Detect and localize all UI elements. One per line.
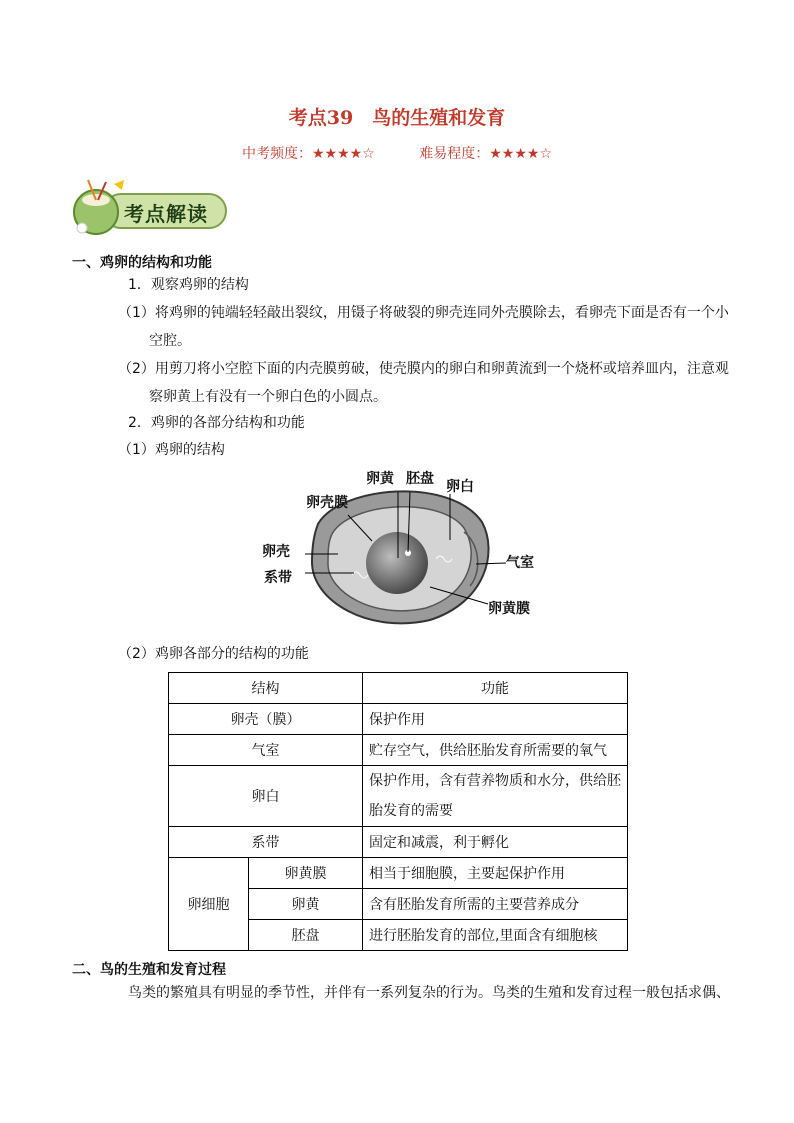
paragraph-step1-cont: 空腔。 <box>149 333 191 349</box>
label-chalaza: 系带 <box>264 570 292 586</box>
label-germinal-disc: 胚盘 <box>406 471 434 487</box>
label-yolk-membrane: 卵黄膜 <box>488 601 530 617</box>
table-row <box>169 735 628 766</box>
header-function: 功能 <box>363 673 628 704</box>
label-yolk: 卵黄 <box>366 471 394 487</box>
cell-structure: 卵壳（膜） <box>169 704 363 735</box>
label-shell-membrane: 卵壳膜 <box>306 495 348 511</box>
difficulty-line <box>0 143 794 163</box>
cell-function <box>363 766 628 827</box>
cell-function: 保护作用 <box>363 704 628 735</box>
page-title: 考点39 鸟的生殖和发育 <box>288 107 506 129</box>
subheading-structure: （1）鸡卵的结构 <box>118 442 225 458</box>
table-header-row <box>169 673 628 704</box>
paragraph-step2-cont: 察卵黄上有没有一个卵白色的小圆点。 <box>149 389 387 405</box>
freq-stars: ★★★★☆ <box>311 146 375 162</box>
cell-structure: 卵黄膜 <box>249 858 363 889</box>
cell-function: 进行胚胎发育的部位,里面含有细胞核 <box>363 920 628 951</box>
cell-group-egg-cell: 卵细胞 <box>169 858 249 951</box>
difficulty-stars: ★★★★☆ <box>489 146 553 162</box>
cell-function: 固定和减震，利于孵化 <box>363 827 628 858</box>
cell-function: 含有胚胎发育所需的主要营养成分 <box>363 889 628 920</box>
cell-structure: 卵黄 <box>249 889 363 920</box>
freq-label: 中考频度： <box>241 146 312 162</box>
subheading-function: （2）鸡卵各部分的结构的功能 <box>118 646 309 662</box>
cell-structure: 胚盘 <box>249 920 363 951</box>
table-row <box>169 827 628 858</box>
header-structure: 结构 <box>169 673 363 704</box>
cell-structure: 卵白 <box>169 766 363 827</box>
cell-structure: 系带 <box>169 827 363 858</box>
subheading-observe: 1．观察鸡卵的结构 <box>128 277 249 293</box>
section-badge <box>66 178 231 238</box>
paragraph-step2: （2）用剪刀将小空腔下面的内壳膜剪破，使壳膜内的卵白和卵黄流到一个烧杯或培养皿内，注意观 <box>118 361 729 377</box>
section1-heading: 一、鸡卵的结构和功能 <box>72 255 212 271</box>
cell-function-line2: 胎发育的需要 <box>369 803 453 819</box>
egg-diagram <box>250 462 550 640</box>
table-row <box>169 858 628 889</box>
label-albumen: 卵白 <box>446 479 474 495</box>
label-air-cell: 气室 <box>506 555 534 571</box>
section2-heading: 二、鸟的生殖和发育过程 <box>72 962 226 978</box>
label-shell: 卵壳 <box>262 544 290 560</box>
subheading-parts: 2．鸡卵的各部分结构和功能 <box>128 415 305 431</box>
cell-function: 相当于细胞膜，主要起保护作用 <box>363 858 628 889</box>
cell-function-line1: 保护作用，含有营养物质和水分，供给胚 <box>369 773 621 789</box>
table-row <box>169 704 628 735</box>
table-row <box>169 766 628 827</box>
cell-structure: 气室 <box>169 735 363 766</box>
egg-yolk <box>366 532 428 594</box>
paragraph-step1: （1）将鸡卵的钝端轻轻敲出裂纹，用镊子将破裂的卵壳连同外壳膜除去，看卵壳下面是否有一个小 <box>118 305 729 321</box>
section2-paragraph: 鸟类的繁殖具有明显的季节性，并伴有一系列复杂的行为。鸟类的生殖和发育过程一般包括求偶、 <box>128 985 730 1001</box>
badge-text: 考点解读 <box>124 202 208 226</box>
difficulty-label: 难易程度： <box>419 146 490 162</box>
cell-function: 贮存空气，供给胚胎发育所需要的氧气 <box>363 735 628 766</box>
structure-function-table <box>168 672 628 951</box>
